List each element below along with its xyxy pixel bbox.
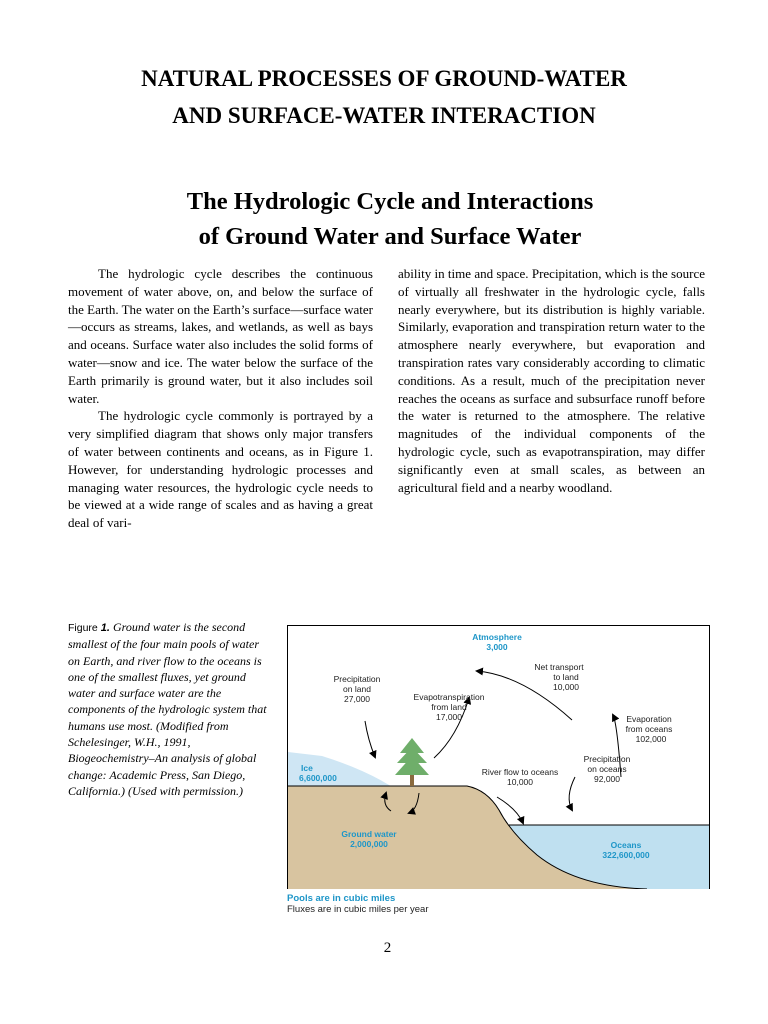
net-transport-line1: Net transport (534, 662, 584, 672)
main-title-line-2: AND SURFACE-WATER INTERACTION (172, 103, 596, 128)
precip-land-line2: on land (343, 684, 371, 694)
figure-label: Figure (68, 622, 98, 634)
body-column-right (398, 265, 705, 496)
ground-water-label: Ground water (341, 829, 397, 839)
hydrologic-cycle-diagram (287, 625, 710, 889)
precip-land-line1: Precipitation (333, 674, 381, 684)
pools-units: Pools are in cubic miles (287, 893, 396, 904)
precip-oceans-value: 92,000 (594, 774, 620, 784)
page-number: 2 (383, 940, 392, 956)
precip-oceans-line2: on oceans (587, 764, 627, 774)
atmosphere-label: Atmosphere (472, 632, 522, 642)
figure-number: 1. (100, 622, 110, 634)
evapotranspiration-value: 17,000 (436, 712, 462, 722)
paragraph: The hydrologic cycle describes the continuous movement of water above, on, and below the surface of the Earth. The water on the Earth’s surface—surface water—occurs as streams, lakes, and wetlands, as well as bays and oceans. Surface water also includes the solid forms of water—snow and ice. The water below the surface of the Earth primarily is ground water, but it also includes soil water. (68, 266, 373, 406)
paragraph: ability in time and space. Precipitation, which is the source of virtually all freshwater in the hydrologic cycle, falls nearly everywhere, but its distribution is highly variable. Similarly, evaporation and transpiration return water to the atmosphere nearly everywhere, but evaporation and transpiration rates vary considerably according to climatic conditions. As a result, much of the precipitation never reaches the oceans as surface and subsurface runoff before the water is returned to the atmosphere. The relative magnitudes of the individual components of the hydrologic cycle, such as evapotranspiration, may differ significantly even at small scales, as between an agricultural field and a nearby woodland. (398, 266, 705, 495)
main-title (0, 60, 768, 134)
ground-water-value: 2,000,000 (350, 839, 388, 849)
oceans-value: 322,600,000 (602, 850, 650, 860)
figure-caption-text: Ground water is the second smallest of the four main pools of water on Earth, and river flow to the oceans is one of the smallest fluxes, yet ground water and surface water are the components of the hydrologic system that humans use most. (Modified from Schelesinger, W.H., 1991, Biogeochemistry–An analysis of global change: Academic Press, San Diego, California.) (Used with permission.) (68, 620, 267, 798)
net-transport-value: 10,000 (553, 682, 579, 692)
net-transport-line2: to land (553, 672, 579, 682)
section-title-line-1: The Hydrologic Cycle and Interactions (186, 188, 594, 215)
precip-oceans-line1: Precipitation (583, 754, 631, 764)
main-title-line-1: NATURAL PROCESSES OF GROUND-WATER (141, 66, 627, 91)
paragraph: The hydrologic cycle commonly is portrayed by a very simplified diagram that shows only major transfers of water between continents and oceans, as in Figure 1. However, for understanding hydrologic processes and managing water resources, the hydrologic cycle needs to be viewed at a wide range of scales and as having a great deal of vari- (68, 408, 373, 531)
evap-oceans-line1: Evaporation (626, 714, 672, 724)
evapotranspiration-line1: Evapotranspiration (413, 692, 485, 702)
figure-caption (68, 619, 273, 799)
atmosphere-value: 3,000 (486, 642, 508, 652)
ice-label: Ice (301, 763, 313, 773)
figure-units-legend (287, 893, 429, 915)
hydrologic-cycle-figure (287, 625, 710, 889)
evap-oceans-line2: from oceans (625, 724, 673, 734)
evap-oceans-value: 102,000 (635, 734, 667, 744)
body-column-left (68, 265, 373, 532)
oceans-label: Oceans (610, 840, 642, 850)
precip-land-value: 27,000 (344, 694, 370, 704)
evapotranspiration-line2: from land (431, 702, 467, 712)
section-title-line-2: of Ground Water and Surface Water (198, 223, 582, 250)
ice-value: 6,600,000 (299, 773, 337, 783)
river-flow-line1: River flow to oceans (481, 767, 559, 777)
river-flow-value: 10,000 (507, 777, 533, 787)
fluxes-units: Fluxes are in cubic miles per year (287, 904, 429, 915)
section-title (0, 184, 768, 254)
